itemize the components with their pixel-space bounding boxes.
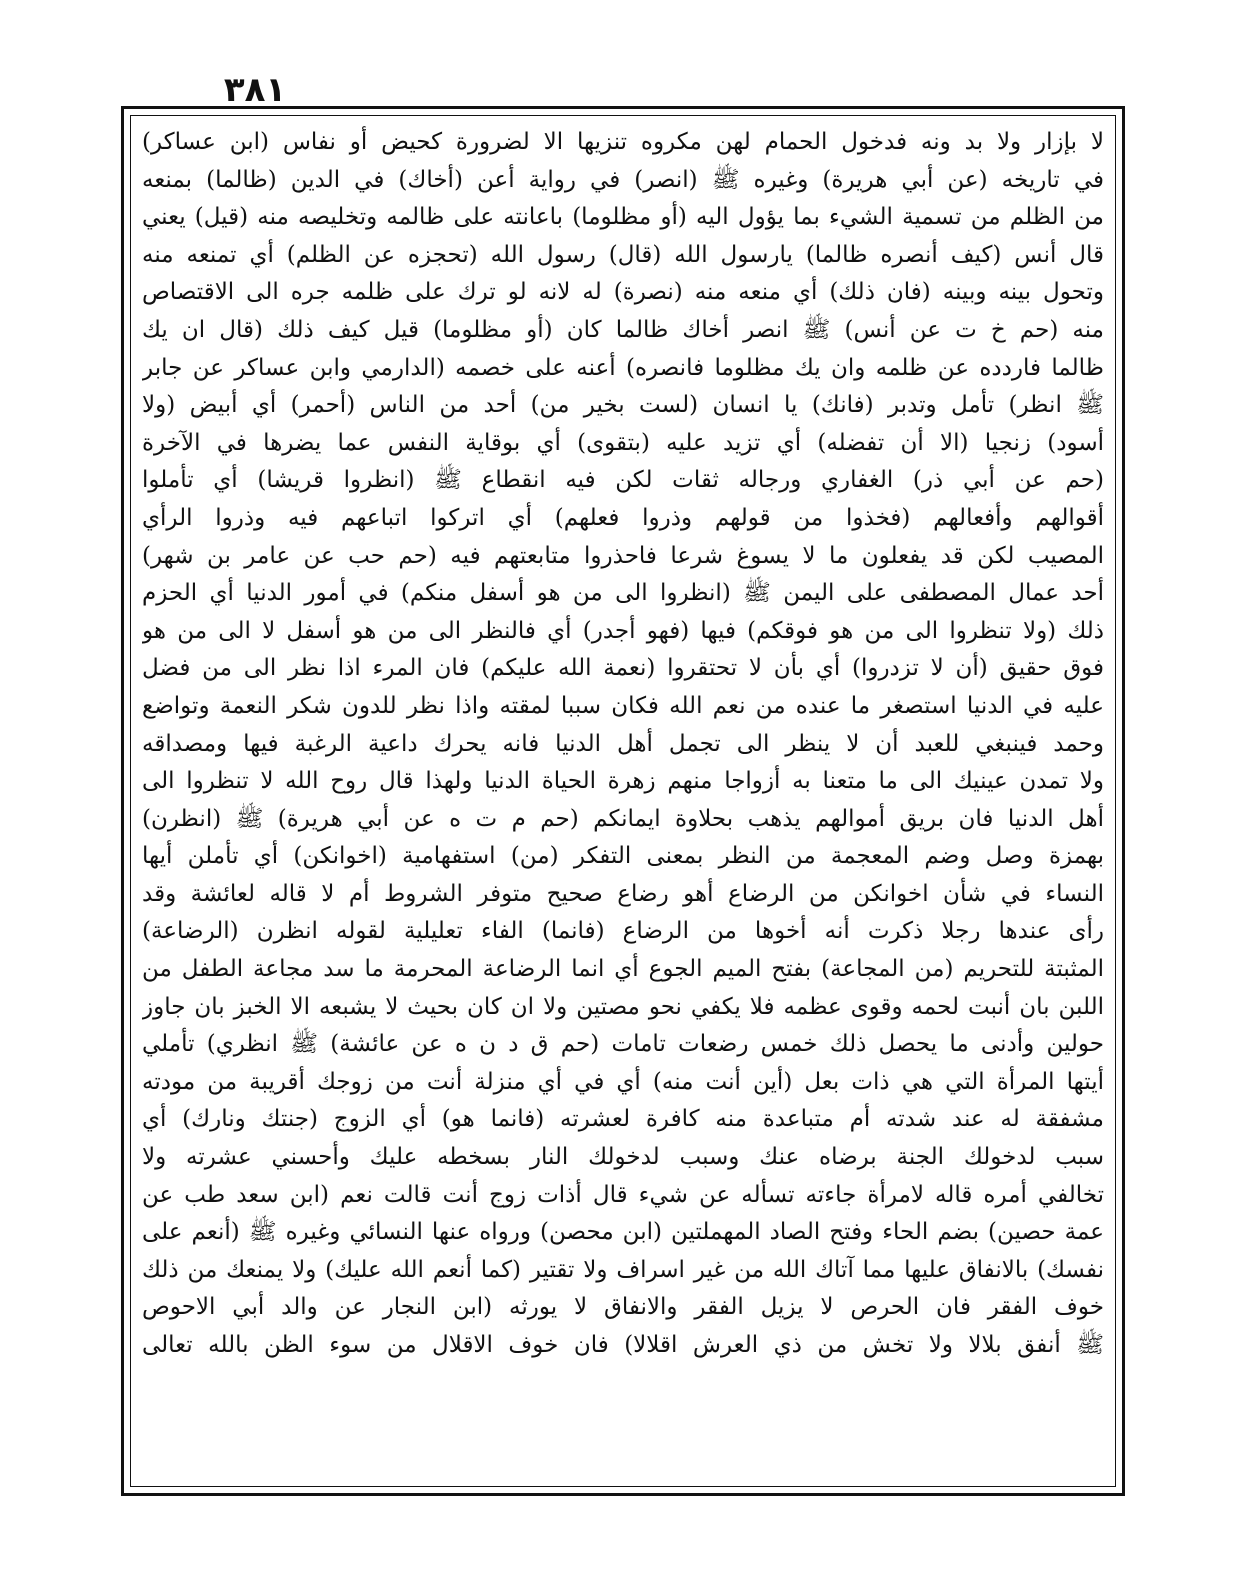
text-line: أقوالهم وأفعالهم (فخذوا من قولهم وذروا فعلهم) أي اتركوا اتباعهم فيه وذروا الرأي [142, 504, 1104, 531]
page-number: ٣٨١ [223, 70, 287, 110]
text-line: في تاريخه (عن أبي هريرة) وغيره ﷺ (انصر) في رواية أعن (أخاك) في الدين (ظالما) بمنعه [142, 166, 1104, 193]
main-text-block [142, 124, 1104, 1480]
text-line: ﷺ أنفق بلالا ولا تخش من ذي العرش اقلالا) فان خوف الاقلال من سوء الظن بالله تعالى [142, 1332, 1104, 1358]
text-line: بهمزة وصل وضم المعجمة من النظر بمعنى التفكر (من) استفهامية (اخوانكن) أي تأملن أيها [142, 843, 1104, 870]
text-line: فوق حقيق (أن لا تزدروا) أي بأن لا تحتقروا (نعمة الله عليكم) فان المرء اذا نظر الى من فضل [142, 655, 1104, 682]
text-line: أهل الدنيا فان بريق أموالهم يذهب بحلاوة ايمانكم (حم م ت ه عن أبي هريرة) ﷺ (انظرن) [142, 805, 1104, 832]
text-line: عمة حصين) بضم الحاء وفتح الصاد المهملتين (ابن محصن) ورواه عنها النسائي وغيره ﷺ (أنعم على [142, 1219, 1104, 1246]
text-line: قال أنس (كيف أنصره ظالما) يارسول الله (قال) رسول الله (تحجزه عن الظلم) أي تمنعه منه [142, 241, 1104, 268]
text-line: رأى عندها رجلا ذكرت أنه أخوها من الرضاع (فانما) الفاء تعليلية لقوله انظرن (الرضاعة) [142, 918, 1104, 945]
text-line: ولا تمدن عينيك الى ما متعنا به أزواجا منهم زهرة الحياة الدنيا ولهذا قال روح الله لا تنظروا الى [142, 768, 1104, 795]
text-line: خوف الفقر فان الحرص لا يزيل الفقر والانفاق لا يورثه (ابن النجار عن والد أبي الاحوص [142, 1294, 1104, 1321]
text-line: عليه في الدنيا استصغر ما عنده من نعم الله فكان سببا لمقته واذا نظر للدون شكر النعمة وتواضع [142, 692, 1104, 719]
text-line: وحمد فينبغي للعبد أن لا ينظر الى تجمل أهل الدنيا فانه يحرك داعية الرغبة فيها ومصداقه [142, 730, 1104, 757]
text-line: لا بإزار ولا بد ونه فدخول الحمام لهن مكروه تنزيها الا لضرورة كحيض أو نفاس (ابن عساكر) [142, 129, 1104, 155]
text-line: المصيب لكن قد يفعلون ما لا يسوغ شرعا فاحذروا متابعتهم فيه (حم حب عن عامر بن شهر) [142, 542, 1104, 569]
text-line: تخالفي أمره قاله لامرأة جاءته تسأله عن شيء قال أذات زوج أنت قالت نعم (ابن سعد طب عن [142, 1181, 1104, 1208]
text-line: ﷺ انظر) تأمل وتدبر (فانك) يا انسان (لست بخير من) أحد من الناس (أحمر) أي أبيض (ولا [142, 392, 1104, 419]
text-line: النساء في شأن اخوانكن من الرضاع أهو رضاع صحيح متوفر الشروط أم لا قاله لعائشة وقد [142, 880, 1104, 907]
text-line: حولين وأدنى ما يحصل ذلك خمس رضعات تامات (حم ق د ن ه عن عائشة) ﷺ انظري) تأملي [142, 1031, 1104, 1058]
text-line: من الظلم من تسمية الشيء بما يؤول اليه (أو مظلوما) باعانته على ظالمه وتخليصه منه (قيل) يعني [142, 204, 1104, 231]
text-line: المثبتة للتحريم (من المجاعة) بفتح الميم الجوع أي انما الرضاعة المحرمة ما سد مجاعة الطفل من [142, 956, 1104, 983]
text-line: ظالما فاردده عن ظلمه وان يك مظلوما فانصره) أعنه على خصمه (الدارمي وابن عساكر عن جابر [142, 354, 1104, 381]
text-line: وتحول بينه وبينه (فان ذلك) أي منعه منه (نصرة) له لانه لو ترك على ظلمه جره الى الاقتصاص [142, 279, 1104, 306]
text-line: منه (حم خ ت عن أنس) ﷺ انصر أخاك ظالما كان (أو مظلوما) قيل كيف ذلك (قال ان يك [142, 316, 1104, 343]
text-line: أحد عمال المصطفى على اليمن ﷺ (انظروا الى من هو أسفل منكم) في أمور الدنيا أي الحزم [142, 580, 1104, 607]
text-line: سبب لدخولك الجنة برضاه عنك وسبب لدخولك النار بسخطه عليك وأحسني عشرته ولا [142, 1144, 1104, 1171]
text-line: مشفقة له عند شدته أم متباعدة منه كافرة لعشرته (فانما هو) أي الزوج (جنتك ونارك) أي [142, 1106, 1104, 1133]
text-line: اللبن بان أنبت لحمه وقوى عظمه فلا يكفي نحو مصتين ولا ان كان بحيث لا يشبعه الا الخبز بان جاوز [142, 993, 1104, 1020]
text-line: أسود) زنجيا (الا أن تفضله) أي تزيد عليه (بتقوى) أي بوقاية النفس عما يضرها في الآخرة [142, 429, 1104, 456]
text-line: أيتها المرأة التي هي ذات بعل (أين أنت منه) أي في أي منزلة أنت من زوجك أقريبة من مودته [142, 1068, 1104, 1095]
text-line: نفسك) بالانفاق عليها مما آتاك الله من غير اسراف ولا تقتير (كما أنعم الله عليك) ولا يمنعك من ذلك [142, 1256, 1104, 1283]
text-line: (حم عن أبي ذر) الغفاري ورجاله ثقات لكن فيه انقطاع ﷺ (انظروا قريشا) أي تأملوا [142, 467, 1104, 494]
text-line: ذلك (ولا تنظروا الى من هو فوقكم) فيها (فهو أجدر) أي فالنظر الى من هو أسفل لا الى من هو [142, 617, 1104, 644]
